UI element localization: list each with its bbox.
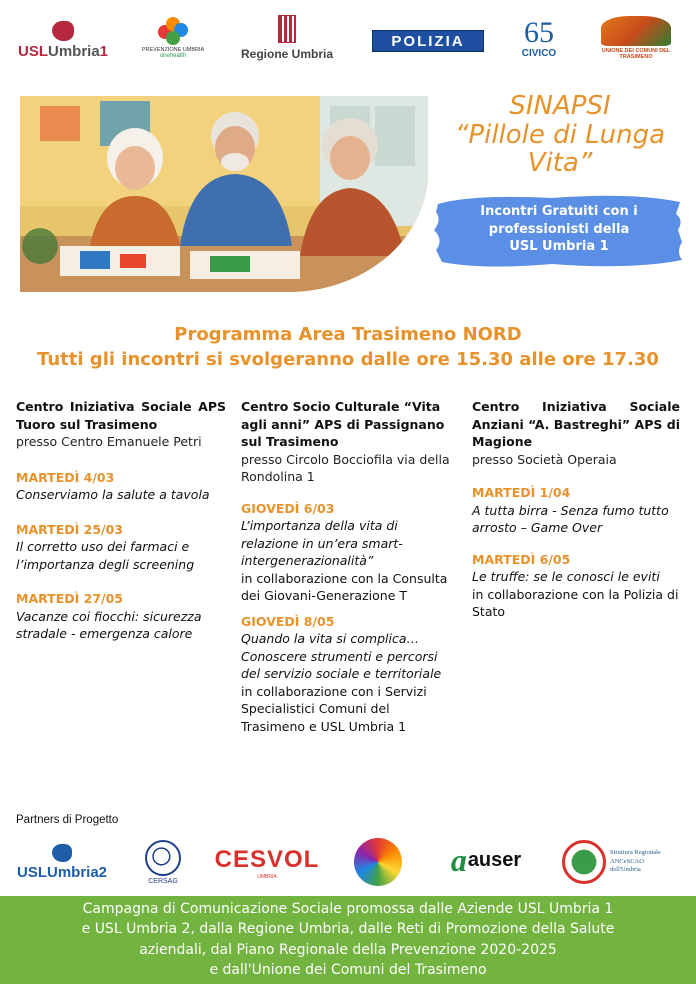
campaign-footer: Campagna di Comunicazione Sociale promossa dalle Aziende USL Umbria 1 e USL Umbria 2, dalla Regione Umbria, dalle Reti di Promozione della Salute aziendali, dal Piano Regionale della Prevenzione 2020-2025 e dall'Unione dei Comuni del Trasimeno [0, 896, 696, 984]
cersag-logo: CERSAG [138, 836, 188, 888]
ancescao-tree-icon [562, 840, 606, 884]
programme-heading [0, 322, 696, 372]
event-title: Quando la vita si complica… Conoscere strumenti e percorsi del servizio sociale e territoriale [241, 631, 442, 681]
event-title: L’importanza della vita di relazione in un’era smart-intergenerazionalità” [241, 518, 403, 568]
venue-column-tuoro [16, 398, 226, 643]
venue-column-magione [472, 398, 680, 621]
unione-emblem-icon [601, 16, 671, 46]
venue-name: Centro Iniziativa Sociale APS Tuoro sul Trasimeno [16, 399, 226, 432]
unione-comuni-trasimeno-logo: UNIONE DEI COMUNI DEL TRASIMENO [596, 10, 676, 66]
usl-umbria-1-logo: USLUmbria1 [18, 16, 108, 64]
venue-column-passignano [241, 398, 456, 735]
onehealth-leaves-icon [158, 17, 188, 45]
regione-umbria-logo: Regione Umbria [232, 8, 342, 68]
venue-name: Centro Socio Culturale “Vita agli anni” APS di Passignano sul Trasimeno [241, 399, 445, 449]
event-date: GIOVEDÌ 6/03 [241, 500, 335, 516]
event-item [16, 521, 226, 574]
event-note: in collaborazione con la Consulta dei Giovani-Generazione T [241, 570, 448, 603]
event-title: Conserviamo la salute a tavola [16, 487, 210, 502]
top-logo-bar [0, 8, 696, 68]
event-title: Le truffe: se le conosci le eviti [472, 569, 660, 584]
civico-65-logo: 65 CIVICO [521, 15, 557, 59]
regione-emblem-icon [278, 15, 296, 43]
event-date: MARTEDÌ 4/03 [16, 469, 115, 485]
partners-label: Partners di Progetto [16, 814, 119, 826]
prevenzione-umbria-logo: PREVENZIONE UMBRIA onehealth [138, 10, 208, 66]
event-item [472, 484, 680, 537]
event-date: MARTEDÌ 27/05 [16, 591, 123, 606]
programme-schedule: Tutti gli incontri si svolgeranno dalle ore 15.30 alle ore 17.30 [37, 349, 659, 371]
hero-illustration [20, 96, 428, 292]
event-note: in collaborazione con i Servizi Specialistici Comuni del Trasimeno e USL Umbria 1 [241, 683, 427, 734]
event-title: A tutta birra - Senza fumo tutto arrosto – Game Over [472, 502, 669, 535]
free-meetings-banner: Incontri Gratuiti con i professionisti della USL Umbria 1 [432, 190, 686, 272]
event-item [472, 551, 680, 621]
ait-logo [350, 834, 406, 890]
event-date: MARTEDÌ 1/04 [472, 485, 571, 500]
event-date: MARTEDÌ 6/05 [472, 551, 571, 567]
event-item [16, 590, 226, 643]
polizia-logo: POLIZIA [372, 30, 484, 52]
hero-photo-seniors-painting [20, 96, 428, 292]
event-item [241, 613, 456, 736]
event-date: MARTEDÌ 25/03 [16, 521, 123, 537]
hero-title: SINAPSI “Pillole di Lunga Vita” [454, 91, 666, 179]
event-note: in collaborazione con la Polizia di Stato [472, 586, 679, 619]
event-date: GIOVEDÌ 8/05 [241, 613, 335, 629]
cesvol-logo: CESVOL UMBRIA [214, 846, 320, 880]
venue-place: presso Circolo Bocciofila via della Rondolina 1 [241, 451, 450, 484]
venue-name: Centro Iniziativa Sociale Anziani “A. Bastreghi” APS di Magione [472, 399, 680, 449]
venue-place: presso Società Operaia [472, 451, 617, 467]
event-title: Il corretto uso dei farmaci e l’importanza degli screening [16, 539, 195, 572]
event-item [241, 500, 456, 605]
globe-icon [145, 840, 181, 876]
programme-title: Programma Area Trasimeno NORD [174, 324, 522, 345]
venue-place: presso Centro Emanuele Petri [16, 434, 202, 449]
ait-rainbow-icon [354, 838, 402, 886]
ancescao-logo: Struttura Regionale ANCeSCAO dell'Umbria [562, 836, 682, 888]
event-item [16, 469, 226, 504]
event-title: Vacanze coi fiocchi: sicurezza stradale - emergenza calore [16, 608, 202, 641]
usl-umbria-1-mark-icon [52, 21, 74, 41]
auser-logo: a auser [450, 841, 522, 878]
usl-umbria-2-logo: USLUmbria2 [18, 838, 106, 886]
usl-umbria-2-mark-icon [52, 844, 72, 862]
